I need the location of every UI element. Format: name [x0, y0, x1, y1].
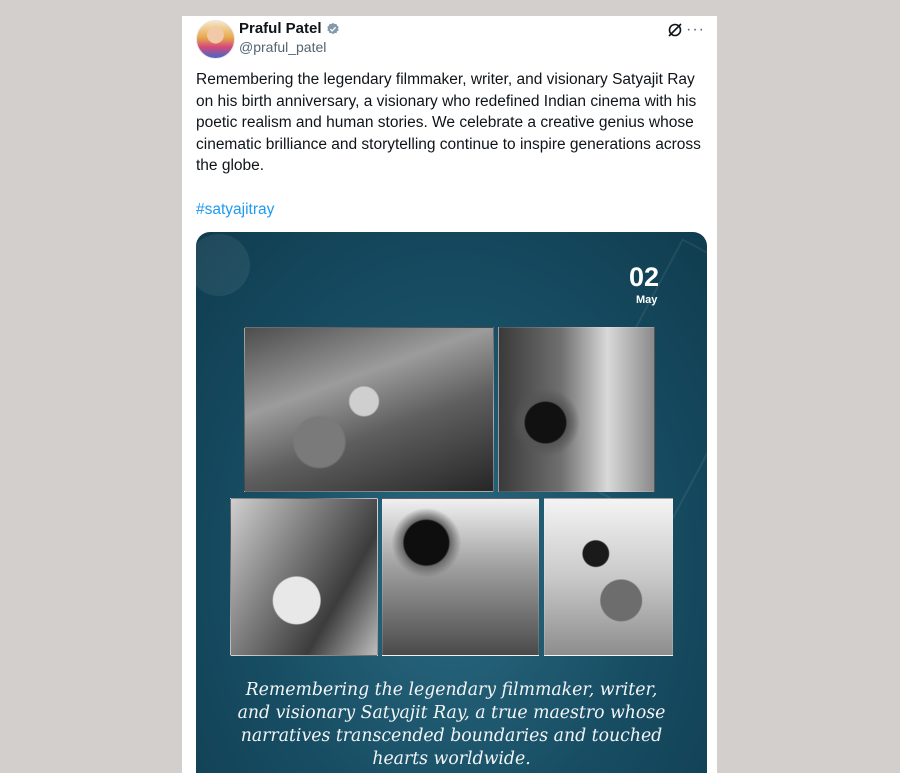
date-day: 02: [629, 262, 660, 292]
photo-camera-closeup: [544, 498, 673, 656]
image-caption: Remembering the legendary filmmaker, writer, and visionary Satyajit Ray, a true maestro whose narratives transcended boundaries and touched hearts worldwide.: [237, 680, 666, 769]
author-name[interactable]: Praful Patel: [239, 20, 322, 37]
date-month: May: [636, 294, 658, 306]
author-avatar[interactable]: [196, 20, 235, 59]
decorative-circle: [196, 234, 250, 296]
tweet-card: [182, 16, 717, 773]
photo-film-still: [230, 498, 378, 656]
tweet-text: Remembering the legendary filmmaker, writer, and visionary Satyajit Ray on his birth anniversary, a visionary who redefined Indian cinema with his poetic realism and human stories. We celebrate a creative genius whose cinematic brilliance and storytelling continue to inspire generations across the globe.: [196, 71, 701, 175]
more-options-icon[interactable]: ···: [686, 21, 705, 38]
verified-badge-icon: [326, 22, 340, 36]
post-image[interactable]: [196, 232, 707, 773]
hashtag-link[interactable]: #satyajitray: [196, 201, 275, 218]
author-handle[interactable]: @praful_patel: [239, 39, 327, 55]
photo-behind-camera: [382, 498, 539, 656]
photo-camera-portrait: [498, 327, 655, 492]
grok-icon[interactable]: [667, 22, 683, 38]
author-name-row: [239, 20, 340, 37]
photo-director-framing: [244, 327, 494, 492]
